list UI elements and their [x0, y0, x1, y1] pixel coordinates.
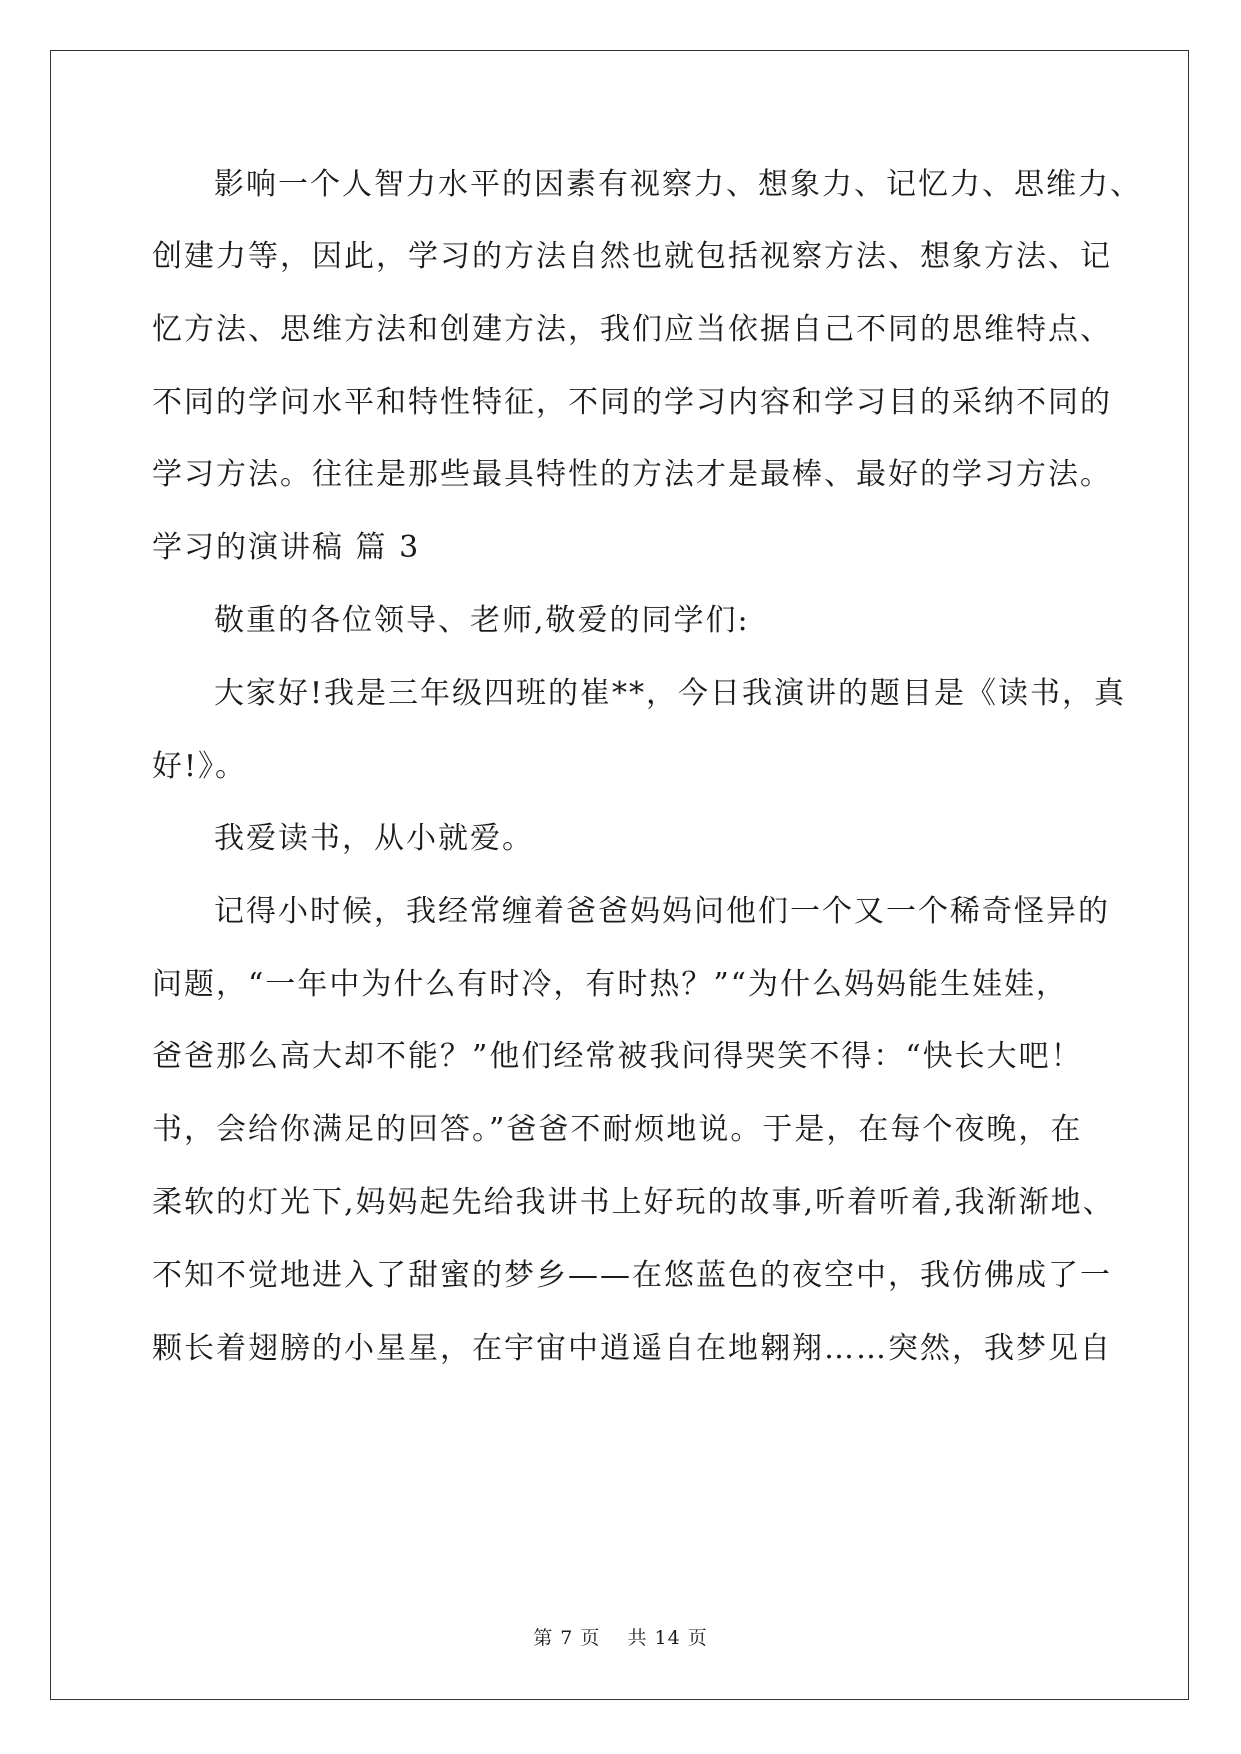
- paragraph-line: 我爱读书，从小就爱。: [214, 821, 534, 856]
- paragraph-line: 学习方法。往往是那些最具特性的方法才是最棒、最好的学习方法。: [152, 457, 1112, 492]
- paragraph-line: 颗长着翅膀的小星星，在宇宙中逍遥自在地翱翔……突然，我梦见自: [152, 1331, 1112, 1366]
- paragraph-line: 不同的学问水平和特性特征，不同的学习内容和学习目的采纳不同的: [152, 385, 1112, 420]
- paragraph-line: 问题，“一年中为什么有时冷，有时热？”“为什么妈妈能生娃娃，: [152, 967, 1069, 1002]
- paragraph-line: 柔软的灯光下,妈妈起先给我讲书上好玩的故事,听着听着,我渐渐地、: [152, 1185, 1115, 1220]
- paragraph-line: 爸爸那么高大却不能？”他们经常被我问得哭笑不得：“快长大吧！: [152, 1039, 1083, 1074]
- paragraph-line: 记得小时候，我经常缠着爸爸妈妈问他们一个又一个稀奇怪异的: [214, 894, 1110, 929]
- salutation-line: 敬重的各位领导、老师,敬爱的同学们:: [214, 603, 750, 638]
- section-heading: 学习的演讲稿 篇 3: [152, 530, 421, 565]
- paragraph-line: 书，会给你满足的回答。”爸爸不耐烦地说。于是，在每个夜晚，在: [152, 1112, 1083, 1147]
- paragraph-line: 影响一个人智力水平的因素有视察力、想象力、记忆力、思维力、: [214, 167, 1142, 202]
- paragraph-line: 创建力等，因此，学习的方法自然也就包括视察方法、想象方法、记: [152, 239, 1112, 274]
- paragraph-line: 好!》。: [152, 749, 248, 784]
- paragraph-line: 不知不觉地进入了甜蜜的梦乡——在悠蓝色的夜空中，我仿佛成了一: [152, 1258, 1112, 1293]
- page-frame: [50, 50, 1189, 1700]
- paragraph-line: 大家好!我是三年级四班的崔**，今日我演讲的题目是《读书，真: [214, 676, 1127, 711]
- paragraph-line: 忆方法、思维方法和创建方法，我们应当依据自己不同的思维特点、: [152, 312, 1112, 347]
- page-number-footer: 第 7 页 共 14 页: [533, 1627, 708, 1649]
